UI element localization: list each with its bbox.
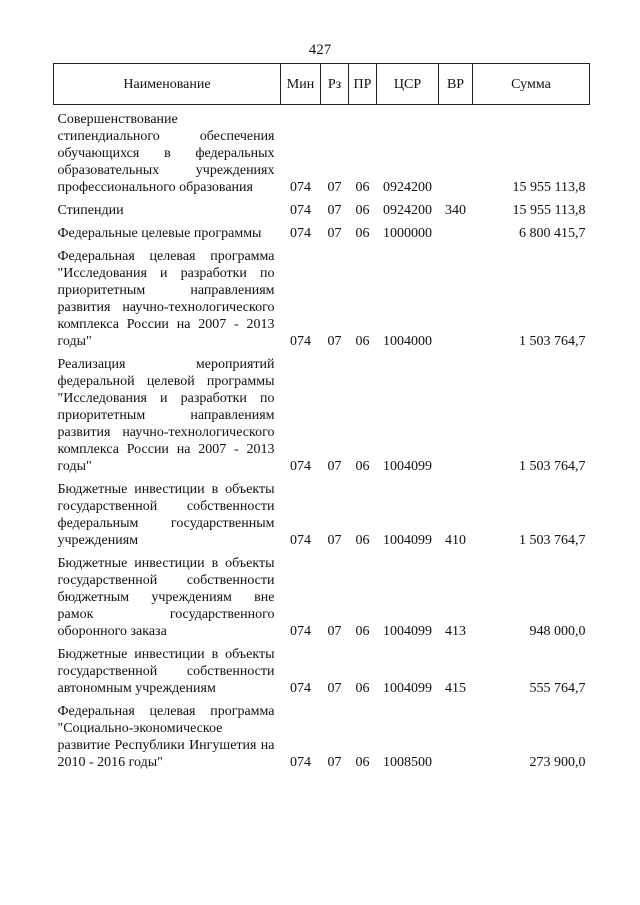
row-sum: 1 503 764,7 bbox=[519, 459, 586, 474]
row-csr: 1004099 bbox=[383, 533, 432, 548]
table-body bbox=[54, 105, 590, 772]
row-name: Бюджетные инвестиции в объекты государственной собственности бюджетным учреждениям вне рамок государственного оборонного заказа bbox=[57, 556, 275, 639]
row-sum: 555 764,7 bbox=[529, 681, 586, 696]
page-number: 427 bbox=[308, 42, 332, 58]
row-vr bbox=[439, 105, 473, 197]
row-sum: 273 900,0 bbox=[529, 755, 586, 770]
table-row bbox=[54, 475, 590, 549]
row-vr bbox=[439, 350, 473, 475]
row-vr: 415 bbox=[445, 681, 466, 696]
table-row bbox=[54, 196, 590, 219]
row-pr: 06 bbox=[355, 533, 370, 548]
row-rz: 07 bbox=[327, 681, 342, 696]
row-name: Совершенствование стипендиального обеспечения обучающихся в федеральных образовательных учреждениях профессионального образования bbox=[57, 112, 275, 195]
row-name: Федеральная целевая программа "Исследования и разработки по приоритетным направлениям развития научно-технологического комплекса России на 2007 - 2013 годы" bbox=[57, 249, 275, 349]
header-rz: Рз bbox=[321, 64, 349, 105]
table-row bbox=[54, 242, 590, 350]
table-row bbox=[54, 219, 590, 242]
table-row bbox=[54, 105, 590, 197]
row-pr: 06 bbox=[355, 203, 370, 218]
table-row bbox=[54, 697, 590, 771]
row-min: 074 bbox=[290, 180, 311, 195]
row-pr: 06 bbox=[355, 624, 370, 639]
row-min: 074 bbox=[290, 203, 311, 218]
table-header bbox=[54, 64, 590, 105]
header-pr: ПР bbox=[349, 64, 377, 105]
budget-table bbox=[53, 63, 590, 771]
header-vr: ВР bbox=[439, 64, 473, 105]
table-row bbox=[54, 350, 590, 475]
row-min: 074 bbox=[290, 226, 311, 241]
row-csr: 0924200 bbox=[383, 180, 432, 195]
row-rz: 07 bbox=[327, 533, 342, 548]
row-name: Бюджетные инвестиции в объекты государственной собственности автономным учреждениям bbox=[57, 647, 275, 696]
row-csr: 1004099 bbox=[383, 681, 432, 696]
row-csr: 1004000 bbox=[383, 334, 432, 349]
row-min: 074 bbox=[290, 334, 311, 349]
row-sum: 15 955 113,8 bbox=[512, 203, 586, 218]
row-vr bbox=[439, 697, 473, 771]
header-min: Мин bbox=[281, 64, 321, 105]
header-sum: Сумма bbox=[473, 64, 590, 105]
row-sum: 1 503 764,7 bbox=[519, 334, 586, 349]
row-csr: 1000000 bbox=[383, 226, 432, 241]
row-csr: 0924200 bbox=[383, 203, 432, 218]
row-vr: 340 bbox=[445, 203, 466, 218]
row-vr bbox=[439, 242, 473, 350]
row-pr: 06 bbox=[355, 681, 370, 696]
row-rz: 07 bbox=[327, 226, 342, 241]
row-rz: 07 bbox=[327, 624, 342, 639]
header-csr: ЦСР bbox=[377, 64, 439, 105]
row-pr: 06 bbox=[355, 180, 370, 195]
row-rz: 07 bbox=[327, 180, 342, 195]
row-name: Стипендии bbox=[57, 203, 124, 218]
header-name: Наименование bbox=[54, 64, 281, 105]
row-vr: 410 bbox=[445, 533, 466, 548]
row-pr: 06 bbox=[355, 755, 370, 770]
row-pr: 06 bbox=[355, 459, 370, 474]
row-vr bbox=[439, 219, 473, 242]
row-sum: 1 503 764,7 bbox=[519, 533, 586, 548]
row-name: Реализация мероприятий федеральной целевой программы "Исследования и разработки по приоритетным направлениям развития научно-технологического комплекса России на 2007 - 2013 годы" bbox=[57, 357, 275, 474]
row-rz: 07 bbox=[327, 459, 342, 474]
row-rz: 07 bbox=[327, 203, 342, 218]
row-name: Федеральная целевая программа "Социально-экономическое развитие Республики Ингушетия на 2010 - 2016 годы" bbox=[57, 704, 275, 770]
row-sum: 15 955 113,8 bbox=[512, 180, 586, 195]
table-row bbox=[54, 549, 590, 640]
row-rz: 07 bbox=[327, 334, 342, 349]
row-name: Федеральные целевые программы bbox=[57, 226, 262, 241]
row-min: 074 bbox=[290, 624, 311, 639]
row-min: 074 bbox=[290, 533, 311, 548]
row-min: 074 bbox=[290, 681, 311, 696]
row-rz: 07 bbox=[327, 755, 342, 770]
row-min: 074 bbox=[290, 459, 311, 474]
row-sum: 948 000,0 bbox=[529, 624, 586, 639]
row-pr: 06 bbox=[355, 226, 370, 241]
row-csr: 1004099 bbox=[383, 459, 432, 474]
header-row bbox=[54, 64, 590, 105]
row-name: Бюджетные инвестиции в объекты государственной собственности федеральным государственным учреждениям bbox=[57, 482, 275, 548]
row-csr: 1004099 bbox=[383, 624, 432, 639]
row-min: 074 bbox=[290, 755, 311, 770]
row-csr: 1008500 bbox=[383, 755, 432, 770]
table-row bbox=[54, 640, 590, 697]
row-vr: 413 bbox=[445, 624, 466, 639]
row-sum: 6 800 415,7 bbox=[519, 226, 586, 241]
row-pr: 06 bbox=[355, 334, 370, 349]
